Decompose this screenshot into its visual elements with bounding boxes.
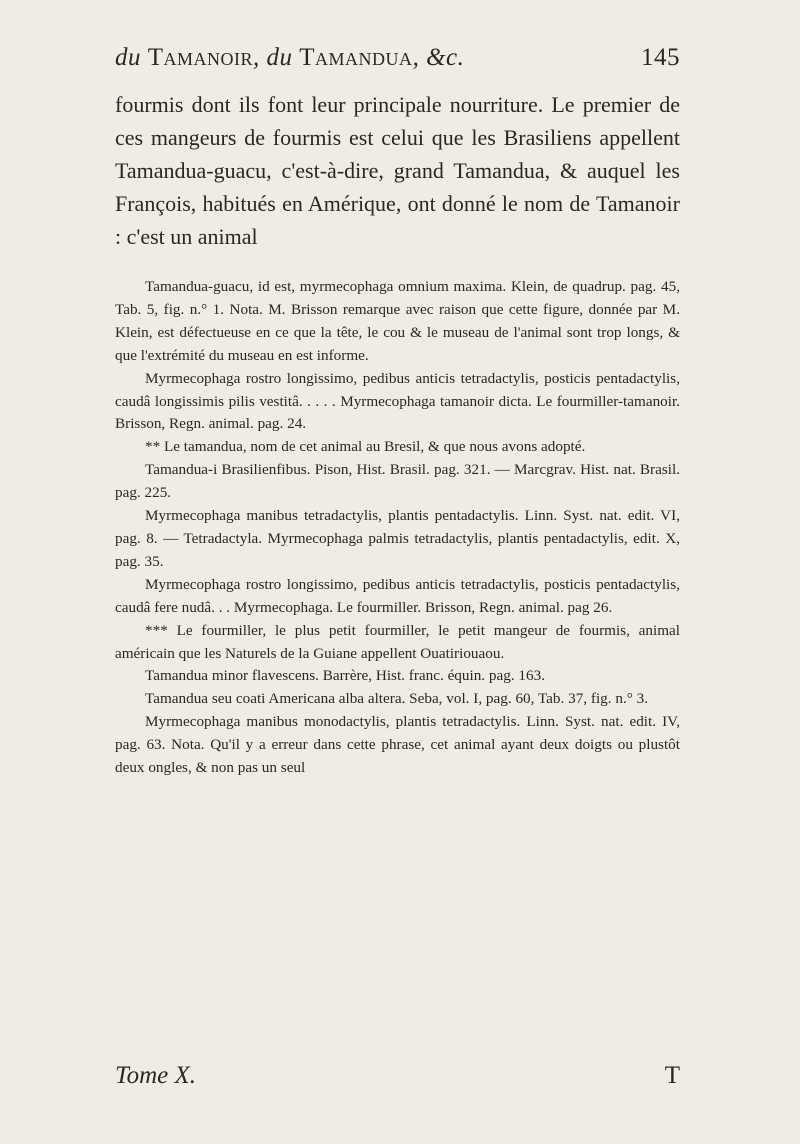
main-paragraph: fourmis dont ils font leur principale nourriture. Le premier de ces mangeurs de fourmis est celui que les Brasiliens appellent Tamandua-guacu, c'est-à-dire, grand Tamandua, & auquel les François, habitués en Amérique, ont donné le nom de Tamanoir : c'est un animal [115, 92, 680, 249]
title-name-tamandua: Tamandua [299, 44, 413, 71]
title-segment: , du [253, 44, 300, 71]
tome-label: Tome X. [115, 1062, 197, 1089]
footnote-paragraph: Myrmecophaga manibus tetradactylis, plantis pentadactylis. Linn. Syst. nat. edit. VI, pag. 8. — Tetradactyla. Myrmecophaga palmis tetradactylis, plantis pentadactylis, edit. X, pag. 35. [115, 507, 680, 570]
footnote-paragraph: Tamandua-i Brasilienfibus. Pison, Hist. Brasil. pag. 321. — Marcgrav. Hist. nat. Brasil. pag. 225. [115, 461, 680, 502]
running-header [115, 44, 680, 78]
footnote-paragraph: Tamandua-guacu, id est, myrmecophaga omnium maxima. Klein, de quadrup. pag. 45, Tab. 5, fig. n.° 1. Nota. M. Brisson remarque avec raison que cette figure, donnée par M. Klein, est défectueuse en ce que la tête, le cou & le museau de l'animal sont trop longs, & que l'extrémité du museau en est informe. [115, 278, 680, 364]
footnote-paragraph: Myrmecophaga rostro longissimo, pedibus anticis tetradactylis, posticis pentadactylis, caudâ longissimis pilis vestitâ. . . . . Myrmecophaga tamanoir dicta. Le fourmiller-tamanoir. Brisson, Regn. animal. pag. 24. [115, 369, 680, 433]
footnote-paragraph: Tamandua minor flavescens. Barrère, Hist. franc. équin. pag. 163. [145, 667, 545, 685]
footnote-paragraph: *** Le fourmiller, le plus petit fourmiller, le petit mangeur de fourmis, animal américain que les Naturels de la Guiane appellent Ouatiriouaou. [115, 621, 680, 662]
footnote-paragraph: ** Le tamandua, nom de cet animal au Bresil, & que nous avons adopté. [145, 438, 586, 456]
running-title [115, 44, 464, 72]
title-segment: , &c. [412, 44, 465, 71]
title-name-tamanoir: Tamanoir [147, 44, 254, 71]
page-footer [115, 1062, 680, 1094]
title-segment: du [115, 44, 148, 71]
signature-mark: T [664, 1062, 680, 1089]
main-text-block [115, 88, 680, 253]
footnote-paragraph: Myrmecophaga rostro longissimo, pedibus anticis tetradactylis, posticis pentadactylis, caudâ fere nudâ. . . Myrmecophaga. Le fourmiller. Brisson, Regn. animal. pag 26. [115, 575, 680, 616]
footnote-paragraph: Tamandua seu coati Americana alba altera. Seba, vol. I, pag. 60, Tab. 37, fig. n.° 3. [145, 690, 649, 708]
page-number: 145 [641, 44, 680, 71]
footnote-paragraph: Myrmecophaga manibus monodactylis, plantis tetradactylis. Linn. Syst. nat. edit. IV, pag. 63. Nota. Qu'il y a erreur dans cette phrase, cet animal ayant deux doigts ou plustôt deux ongles, & non pas un seul [115, 713, 680, 777]
footnotes [115, 276, 680, 780]
